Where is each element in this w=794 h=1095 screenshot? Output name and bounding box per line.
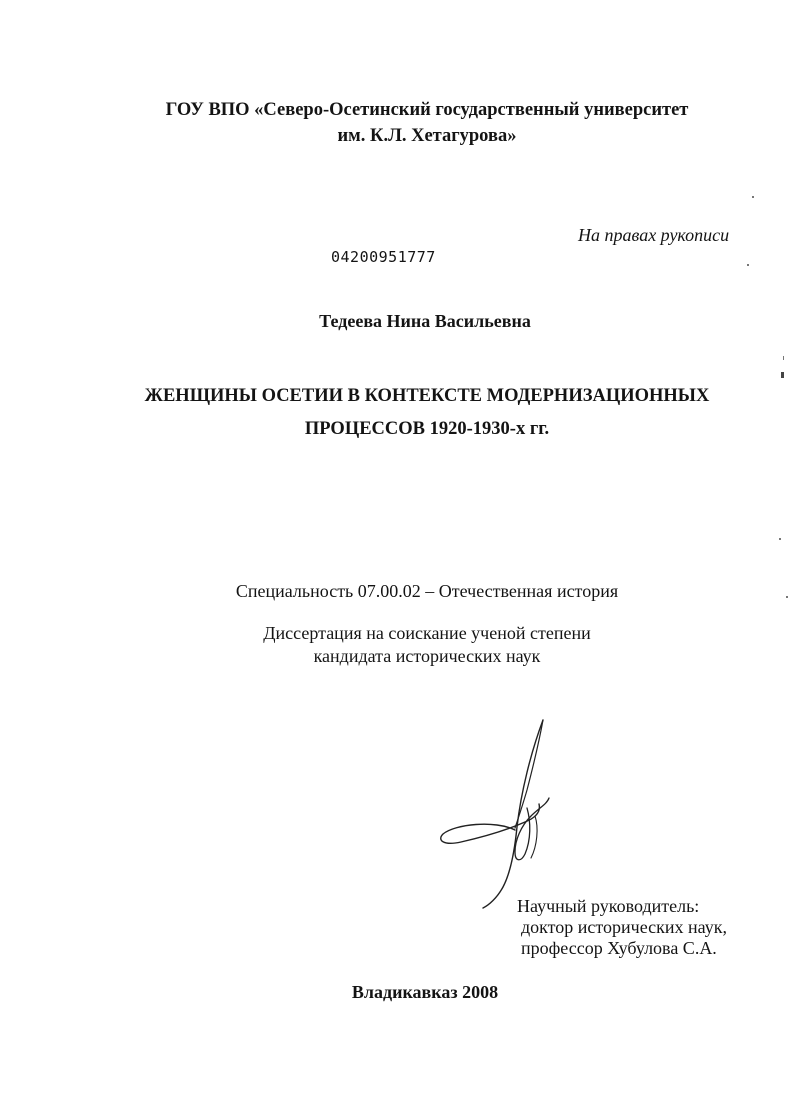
degree-line-1: Диссертация на соискание ученой степени xyxy=(263,623,591,643)
degree-line-2: кандидата исторических наук xyxy=(313,646,541,666)
document-number: 04200951777 xyxy=(331,248,436,266)
author-name: Тедеева Нина Васильевна xyxy=(319,311,531,331)
manuscript-note: На правах рукописи xyxy=(578,225,730,245)
title-line-2: ПРОЦЕССОВ 1920-1930-х гг. xyxy=(304,419,550,439)
handwritten-signature xyxy=(435,712,565,912)
scan-speck xyxy=(783,356,784,360)
supervisor-name: профессор Хубулова С.А. xyxy=(521,938,717,958)
scan-speck xyxy=(781,372,784,378)
institution-line-1: ГОУ ВПО «Северо-Осетинский государственный университет xyxy=(165,100,689,120)
supervisor-label: Научный руководитель: xyxy=(517,896,700,916)
city-year: Владикавказ 2008 xyxy=(351,982,499,1002)
title-line-1: ЖЕНЩИНЫ ОСЕТИИ В КОНТЕКСТЕ МОДЕРНИЗАЦИОННЫХ xyxy=(144,386,710,406)
scientific-supervisor xyxy=(517,896,727,959)
institution-line-2: им. К.Л. Хетагурова» xyxy=(337,126,517,146)
scan-speck xyxy=(786,596,788,598)
institution-name xyxy=(30,97,794,149)
specialty: Специальность 07.00.02 – Отечественная история xyxy=(235,581,619,601)
degree-statement xyxy=(30,622,794,668)
scan-speck xyxy=(779,538,781,540)
dissertation-title xyxy=(30,380,794,446)
scan-speck xyxy=(752,196,754,198)
supervisor-degree: доктор исторических наук, xyxy=(521,917,727,937)
scan-speck xyxy=(747,264,749,266)
